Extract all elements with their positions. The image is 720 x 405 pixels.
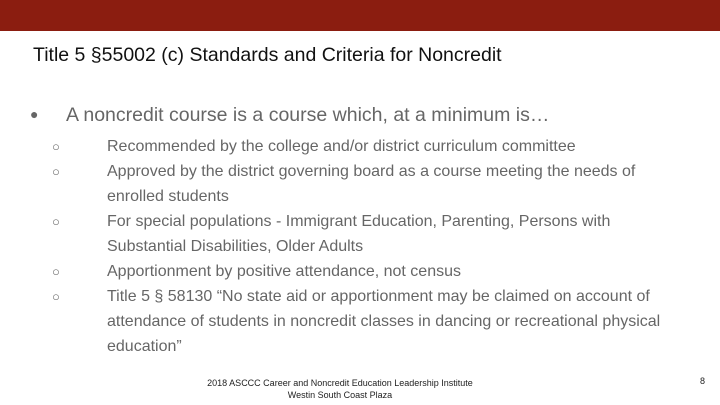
main-bullet-text: A noncredit course is a course which, at a minimum is… [66,104,550,126]
hollow-circle-icon: ○ [52,214,60,229]
main-bullet [30,104,549,127]
sub-bullet-text: Apportionment by positive attendance, not census [107,263,461,280]
sub-bullet-item [50,209,690,259]
sub-bullet-list [50,134,690,359]
sub-bullet-item [50,159,690,209]
sub-bullet-text: Title 5 § 58130 “No state aid or apportionment may be claimed on account of attendance of students in noncredit classes in dancing or recreational physical education” [107,288,661,355]
sub-bullet-text: Approved by the district governing board as a course meeting the needs of enrolled students [107,163,636,205]
footer [190,377,490,401]
header-bar [0,0,720,31]
sub-bullet-item [50,134,690,159]
sub-bullet-item [50,284,690,359]
footer-venue: Westin South Coast Plaza [287,390,393,400]
bullet-dot-icon: ● [30,106,39,122]
footer-event-name: 2018 ASCCC Career and Noncredit Education Leadership Institute [207,378,473,388]
page-number: 8 [699,376,705,386]
hollow-circle-icon: ○ [52,289,60,304]
sub-bullet-text: Recommended by the college and/or district curriculum committee [107,138,576,155]
slide-title: Title 5 §55002 (c) Standards and Criteria for Noncredit [33,44,502,66]
hollow-circle-icon: ○ [52,164,60,179]
sub-bullet-item [50,259,690,284]
hollow-circle-icon: ○ [52,264,60,279]
sub-bullet-text: For special populations - Immigrant Education, Parenting, Persons with Substantial Disabilities, Older Adults [107,213,611,255]
hollow-circle-icon: ○ [52,139,60,154]
